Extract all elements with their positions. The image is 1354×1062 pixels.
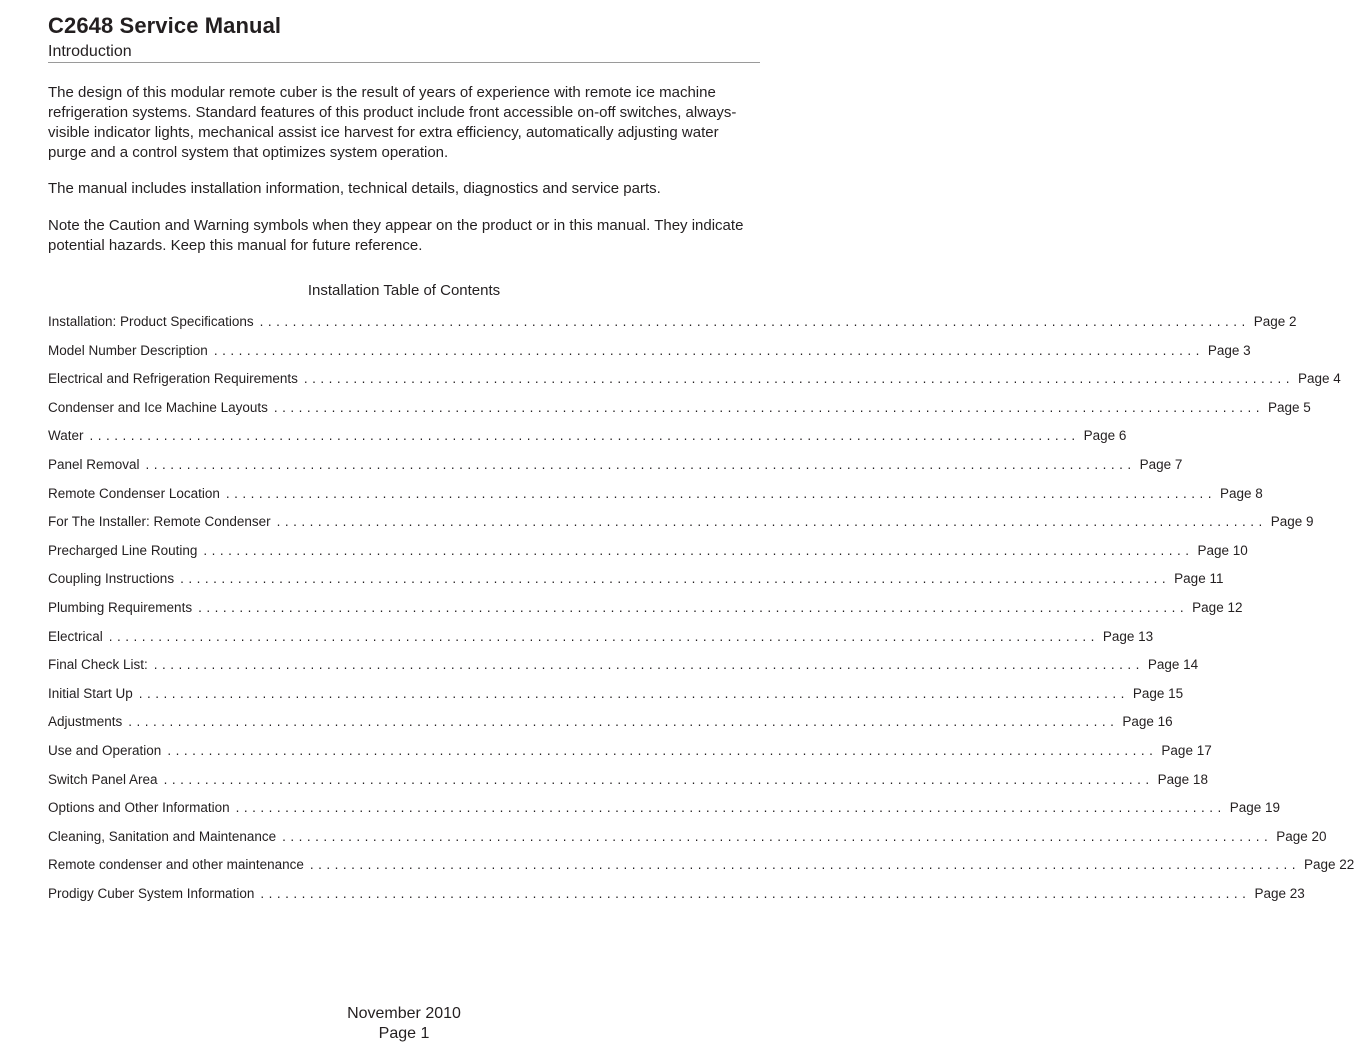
toc-entry-label: Electrical [48, 628, 103, 644]
toc-entry [48, 514, 1314, 543]
toc-entry-label: Water [48, 428, 84, 444]
toc-entry-page: Page 17 [1161, 742, 1212, 758]
toc-entry-label: Plumbing Requirements [48, 599, 193, 615]
toc-entry-label: Adjustments [48, 714, 123, 730]
toc-entry-page: Page 23 [1254, 885, 1305, 901]
intro-paragraph-3: Note the Caution and Warning symbols when they appear on the product or in this manual. They indicate potential hazards. Keep this manual for future reference. [48, 217, 744, 254]
toc-dot-leader: ........................................................................................................................ [260, 885, 1251, 901]
toc-entry-page: Page 14 [1147, 657, 1199, 673]
toc-dot-leader: ........................................................................................................................ [282, 828, 1273, 844]
toc-entry [48, 342, 1251, 372]
toc-entry-label: Installation: Product Specifications [48, 314, 254, 329]
footer-date: November 2010 [347, 1005, 461, 1022]
toc-entry [48, 599, 1243, 629]
toc-entry-page: Page 8 [1219, 485, 1263, 501]
toc-entry-page: Page 13 [1102, 628, 1154, 644]
toc-dot-leader: ........................................................................................................................ [276, 514, 1267, 530]
toc-entry-page: Page 10 [1197, 542, 1248, 558]
toc-dot-leader: ........................................................................................................................ [203, 542, 1194, 558]
toc-entry [48, 542, 1248, 572]
toc-entry [48, 714, 1173, 743]
toc-entry-label: Use and Operation [48, 742, 162, 758]
toc-entry [48, 685, 1184, 715]
toc-dot-leader: ........................................................................................................................ [145, 456, 1136, 472]
toc-dot-leader: ........................................................................................................................ [303, 371, 1294, 387]
document-title: C2648 Service Manual [48, 13, 282, 38]
toc-entry-page: Page 7 [1139, 456, 1183, 472]
toc-entry-page: Page 12 [1192, 599, 1243, 615]
toc-entry [48, 628, 1154, 658]
section-title: Introduction [48, 43, 132, 60]
toc-entry-page: Page 4 [1297, 371, 1341, 387]
toc-entry [48, 885, 1305, 915]
toc-dot-leader: ........................................................................................................................ [225, 485, 1216, 501]
toc-entry [48, 485, 1263, 515]
toc-dot-leader: ........................................................................................................................ [273, 399, 1264, 415]
toc-entry-page: Page 16 [1122, 714, 1173, 730]
toc-dot-leader: ........................................................................................................................ [89, 428, 1080, 444]
table-of-contents [48, 314, 1354, 914]
toc-entry [48, 742, 1212, 772]
toc-entry-label: Coupling Instructions [48, 571, 175, 587]
toc-entry-label: Prodigy Cuber System Information [48, 885, 255, 901]
intro-paragraph-2: The manual includes installation information, technical details, diagnostics and service parts. [48, 180, 661, 197]
toc-entry-label: Remote Condenser Location [48, 485, 220, 501]
toc-dot-leader: ........................................................................................................................ [309, 857, 1301, 873]
toc-entry [48, 828, 1327, 858]
toc-entry-label: Condenser and Ice Machine Layouts [48, 399, 268, 415]
toc-entry [48, 428, 1127, 457]
toc-dot-leader: ........................................................................................................................ [180, 571, 1171, 587]
toc-entry-page: Page 3 [1207, 342, 1251, 358]
toc-dot-leader: ........................................................................................................................ [167, 742, 1158, 758]
toc-entry [48, 857, 1354, 886]
toc-dot-leader: ........................................................................................................................ [128, 714, 1119, 730]
toc-entry [48, 399, 1311, 429]
toc-heading: Installation Table of Contents [307, 282, 501, 299]
toc-dot-leader: ........................................................................................................................ [235, 800, 1226, 816]
toc-entry [48, 771, 1208, 801]
toc-entry-label: For The Installer: Remote Condenser [48, 514, 271, 530]
toc-dot-leader: ........................................................................................................................ [259, 314, 1250, 329]
toc-dot-leader: ........................................................................................................................ [163, 771, 1154, 787]
toc-entry-label: Cleaning, Sanitation and Maintenance [48, 828, 277, 844]
toc-entry-label: Initial Start Up [48, 685, 133, 701]
toc-entry [48, 800, 1280, 829]
toc-entry [48, 657, 1199, 686]
toc-dot-leader: ........................................................................................................................ [138, 685, 1129, 701]
toc-entry-page: Page 5 [1267, 399, 1311, 415]
toc-dot-leader: ........................................................................................................................ [213, 342, 1204, 358]
toc-entry [48, 456, 1183, 486]
toc-entry-label: Final Check List: [48, 657, 148, 673]
toc-entry-page: Page 20 [1276, 828, 1327, 844]
toc-entry-page: Page 19 [1229, 800, 1280, 816]
toc-entry-label: Switch Panel Area [48, 771, 158, 787]
toc-entry-label: Electrical and Refrigeration Requirements [48, 371, 298, 387]
toc-entry [48, 314, 1297, 343]
toc-dot-leader: ........................................................................................................................ [108, 628, 1099, 644]
toc-dot-leader: ........................................................................................................................ [153, 657, 1144, 673]
intro-paragraph-1: The design of this modular remote cuber is the result of years of experience with remote ice machine refrigeration systems. Standard features of this product include front accessible on-off switches, always-visible indicator lights, mechanical assist ice harvest for extra efficiency, automatically adjusting water purge and a control system that optimizes system operation. [48, 84, 737, 161]
toc-entry-page: Page 2 [1253, 314, 1297, 329]
toc-entry-label: Options and Other Information [48, 800, 230, 816]
toc-entry-page: Page 6 [1083, 428, 1127, 444]
toc-entry-page: Page 18 [1157, 771, 1208, 787]
toc-entry [48, 371, 1341, 400]
toc-entry-page: Page 9 [1270, 514, 1314, 530]
footer-page-number: Page 1 [378, 1025, 430, 1042]
toc-entry-page: Page 11 [1174, 571, 1224, 587]
toc-entry-label: Panel Removal [48, 456, 140, 472]
toc-entry-page: Page 22 [1304, 857, 1354, 873]
toc-entry-page: Page 15 [1132, 685, 1184, 701]
toc-entry [48, 571, 1224, 600]
toc-entry-label: Precharged Line Routing [48, 542, 198, 558]
toc-dot-leader: ........................................................................................................................ [198, 599, 1189, 615]
toc-entry-label: Remote condenser and other maintenance [48, 857, 304, 873]
header-divider [48, 62, 760, 63]
toc-entry-label: Model Number Description [48, 342, 208, 358]
